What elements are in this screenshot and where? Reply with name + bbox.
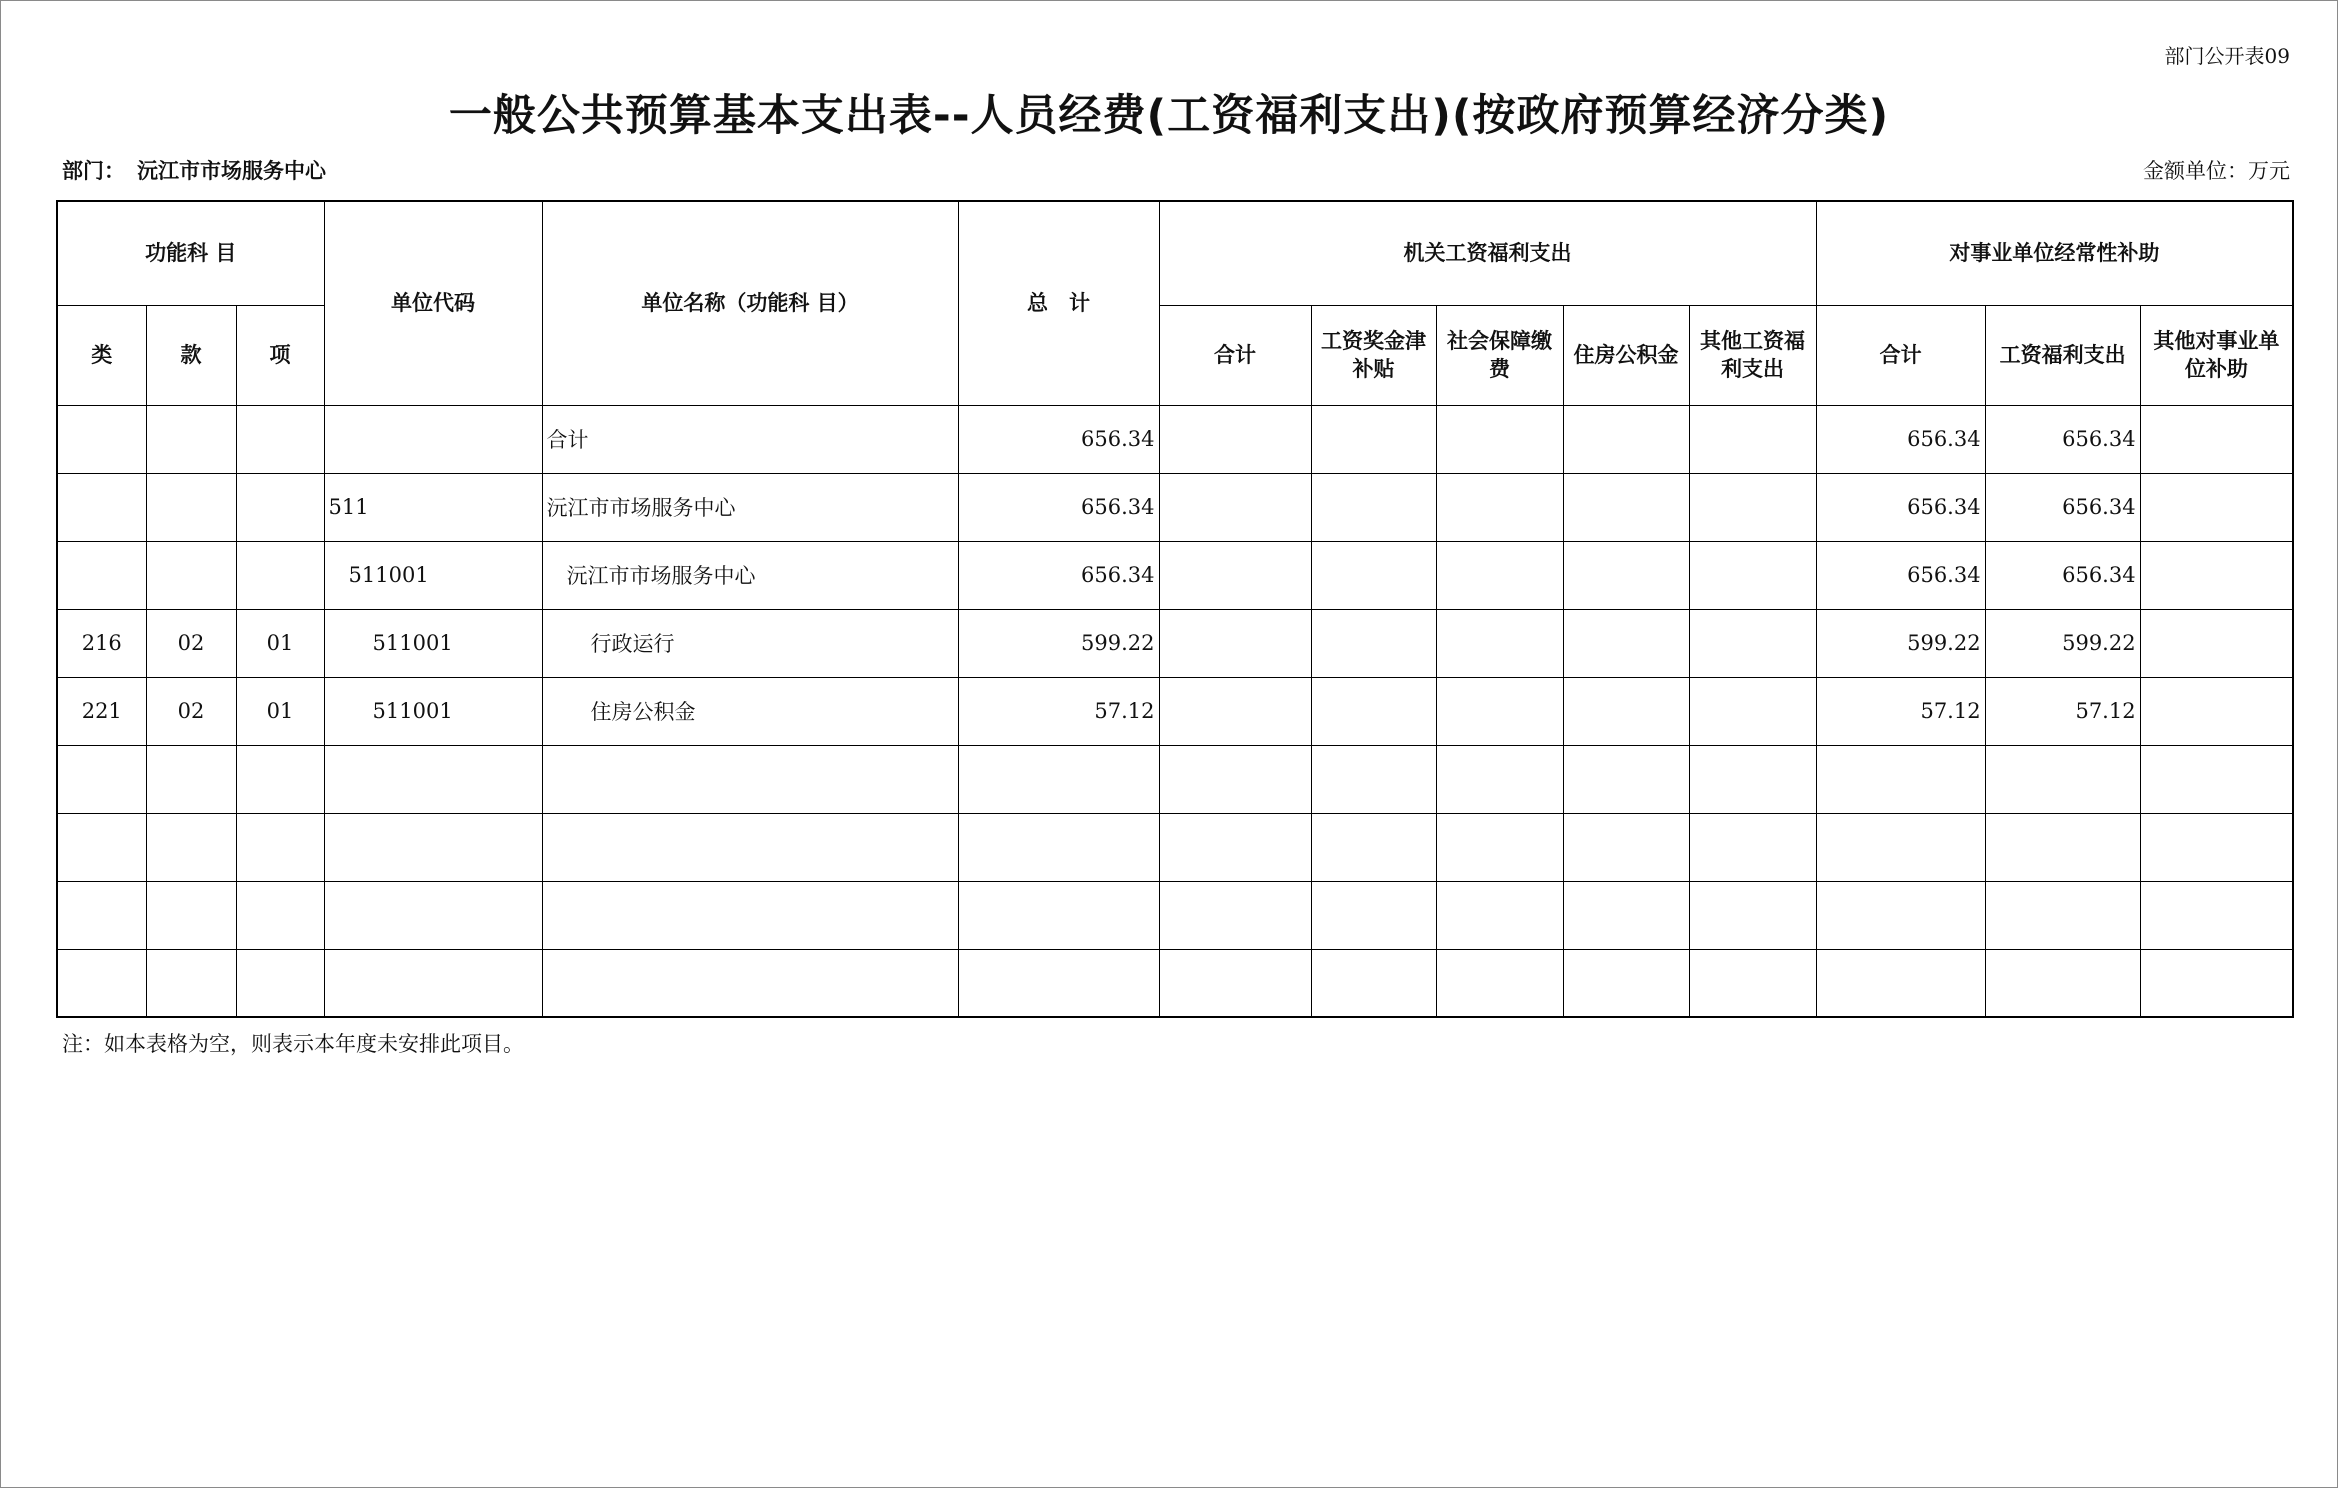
empty-cell — [1436, 949, 1563, 1017]
cell-unit-name: 住房公积金 — [542, 677, 958, 745]
header-category: 类 — [57, 305, 146, 405]
empty-table-row — [57, 813, 2293, 881]
empty-cell — [958, 949, 1159, 1017]
empty-cell — [958, 881, 1159, 949]
cell-org-salary-bonus — [1311, 473, 1436, 541]
empty-cell — [1985, 745, 2140, 813]
empty-cell — [2140, 813, 2293, 881]
cell-section — [146, 405, 236, 473]
empty-cell — [1436, 881, 1563, 949]
empty-cell — [2140, 949, 2293, 1017]
cell-org-salary-bonus — [1311, 405, 1436, 473]
cell-inst-other-subsidy — [2140, 677, 2293, 745]
empty-cell — [1816, 881, 1985, 949]
empty-cell — [146, 745, 236, 813]
empty-cell — [958, 813, 1159, 881]
empty-cell — [57, 745, 146, 813]
cell-category — [57, 405, 146, 473]
empty-cell — [324, 813, 542, 881]
empty-cell — [236, 813, 324, 881]
empty-cell — [1311, 745, 1436, 813]
table-row — [57, 677, 2293, 745]
cell-item — [236, 405, 324, 473]
empty-cell — [1563, 813, 1689, 881]
empty-cell — [542, 949, 958, 1017]
empty-table-row — [57, 745, 2293, 813]
cell-inst-subtotal: 656.34 — [1816, 473, 1985, 541]
empty-cell — [324, 745, 542, 813]
empty-cell — [542, 745, 958, 813]
cell-org-subtotal — [1159, 677, 1311, 745]
cell-inst-other-subsidy — [2140, 473, 2293, 541]
empty-cell — [1311, 813, 1436, 881]
header-inst-subsidy: 对事业单位经常性补助 — [1816, 201, 2293, 305]
header-org-subtotal: 合计 — [1159, 305, 1311, 405]
empty-cell — [236, 745, 324, 813]
cell-item: 01 — [236, 609, 324, 677]
cell-inst-other-subsidy — [2140, 609, 2293, 677]
header-section: 款 — [146, 305, 236, 405]
cell-org-other-welfare — [1689, 405, 1816, 473]
cell-section: 02 — [146, 677, 236, 745]
cell-unit-name: 沅江市市场服务中心 — [542, 473, 958, 541]
empty-cell — [236, 881, 324, 949]
empty-cell — [146, 813, 236, 881]
empty-cell — [1159, 881, 1311, 949]
cell-category — [57, 473, 146, 541]
cell-total: 656.34 — [958, 541, 1159, 609]
header-org-salary-bonus: 工资奖金津补贴 — [1311, 305, 1436, 405]
header-inst-other-subsidy: 其他对事业单位补助 — [2140, 305, 2293, 405]
budget-table — [56, 200, 2294, 1018]
cell-inst-subtotal: 599.22 — [1816, 609, 1985, 677]
table-number: 部门公开表09 — [2164, 44, 2290, 68]
cell-unit-name: 沅江市市场服务中心 — [542, 541, 958, 609]
cell-org-salary-bonus — [1311, 677, 1436, 745]
cell-org-subtotal — [1159, 609, 1311, 677]
cell-org-housing-fund — [1563, 609, 1689, 677]
cell-org-social-security — [1436, 473, 1563, 541]
header-functional-subject: 功能科 目 — [57, 201, 324, 305]
cell-inst-salary-welfare: 599.22 — [1985, 609, 2140, 677]
empty-cell — [57, 949, 146, 1017]
cell-org-social-security — [1436, 677, 1563, 745]
amount-unit: 金额单位：万元 — [2143, 159, 2290, 183]
cell-org-other-welfare — [1689, 677, 1816, 745]
cell-item — [236, 541, 324, 609]
cell-org-subtotal — [1159, 473, 1311, 541]
header-unit-name: 单位名称（功能科 目） — [542, 201, 958, 405]
cell-org-social-security — [1436, 541, 1563, 609]
header-item: 项 — [236, 305, 324, 405]
cell-total: 57.12 — [958, 677, 1159, 745]
table-row — [57, 473, 2293, 541]
cell-org-other-welfare — [1689, 473, 1816, 541]
cell-unit-code: 511001 — [324, 541, 542, 609]
cell-org-salary-bonus — [1311, 609, 1436, 677]
cell-category: 221 — [57, 677, 146, 745]
empty-cell — [1563, 881, 1689, 949]
cell-inst-salary-welfare: 656.34 — [1985, 473, 2140, 541]
empty-cell — [1985, 949, 2140, 1017]
cell-category: 216 — [57, 609, 146, 677]
empty-cell — [1816, 813, 1985, 881]
empty-cell — [542, 813, 958, 881]
cell-inst-salary-welfare: 656.34 — [1985, 405, 2140, 473]
header-org-salary-welfare: 机关工资福利支出 — [1159, 201, 1816, 305]
cell-unit-code: 511001 — [324, 609, 542, 677]
cell-org-salary-bonus — [1311, 541, 1436, 609]
empty-cell — [542, 881, 958, 949]
cell-inst-subtotal: 656.34 — [1816, 541, 1985, 609]
table-row — [57, 541, 2293, 609]
cell-category — [57, 541, 146, 609]
cell-org-housing-fund — [1563, 541, 1689, 609]
empty-cell — [1563, 949, 1689, 1017]
cell-unit-name: 行政运行 — [542, 609, 958, 677]
empty-cell — [1985, 813, 2140, 881]
empty-cell — [1311, 881, 1436, 949]
cell-org-housing-fund — [1563, 405, 1689, 473]
header-inst-salary-welfare: 工资福利支出 — [1985, 305, 2140, 405]
empty-cell — [1563, 745, 1689, 813]
cell-org-other-welfare — [1689, 541, 1816, 609]
cell-inst-subtotal: 57.12 — [1816, 677, 1985, 745]
cell-total: 599.22 — [958, 609, 1159, 677]
empty-cell — [2140, 881, 2293, 949]
empty-cell — [146, 881, 236, 949]
table-row — [57, 405, 2293, 473]
cell-section — [146, 541, 236, 609]
footnote: 注：如本表格为空，则表示本年度未安排此项目。 — [62, 1032, 524, 1056]
department-name: 沅江市市场服务中心 — [137, 159, 326, 183]
cell-total: 656.34 — [958, 473, 1159, 541]
header-inst-subtotal: 合计 — [1816, 305, 1985, 405]
cell-org-housing-fund — [1563, 473, 1689, 541]
empty-cell — [958, 745, 1159, 813]
department-label: 部门： — [62, 159, 125, 183]
empty-cell — [1436, 813, 1563, 881]
cell-inst-salary-welfare: 656.34 — [1985, 541, 2140, 609]
cell-unit-code: 511001 — [324, 677, 542, 745]
empty-cell — [1159, 949, 1311, 1017]
empty-cell — [1689, 949, 1816, 1017]
empty-cell — [1311, 949, 1436, 1017]
empty-cell — [1816, 949, 1985, 1017]
empty-table-row — [57, 881, 2293, 949]
empty-cell — [1689, 881, 1816, 949]
empty-table-row — [57, 949, 2293, 1017]
cell-total: 656.34 — [958, 405, 1159, 473]
cell-unit-code — [324, 405, 542, 473]
cell-unit-code: 511 — [324, 473, 542, 541]
header-unit-code: 单位代码 — [324, 201, 542, 405]
empty-cell — [1816, 745, 1985, 813]
header-total: 总 计 — [958, 201, 1159, 405]
page-title: 一般公共预算基本支出表--人员经费(工资福利支出)(按政府预算经济分类) — [448, 91, 1890, 141]
department-line — [62, 155, 326, 185]
cell-org-social-security — [1436, 405, 1563, 473]
table-row — [57, 609, 2293, 677]
cell-org-housing-fund — [1563, 677, 1689, 745]
empty-cell — [57, 813, 146, 881]
cell-section: 02 — [146, 609, 236, 677]
header-org-social-security: 社会保障缴费 — [1436, 305, 1563, 405]
empty-cell — [1985, 881, 2140, 949]
cell-inst-subtotal: 656.34 — [1816, 405, 1985, 473]
empty-cell — [2140, 745, 2293, 813]
cell-inst-salary-welfare: 57.12 — [1985, 677, 2140, 745]
empty-cell — [57, 881, 146, 949]
empty-cell — [146, 949, 236, 1017]
empty-cell — [1689, 813, 1816, 881]
empty-cell — [236, 949, 324, 1017]
empty-cell — [1159, 813, 1311, 881]
cell-inst-other-subsidy — [2140, 405, 2293, 473]
empty-cell — [1689, 745, 1816, 813]
cell-item: 01 — [236, 677, 324, 745]
cell-org-other-welfare — [1689, 609, 1816, 677]
cell-org-subtotal — [1159, 541, 1311, 609]
cell-org-subtotal — [1159, 405, 1311, 473]
empty-cell — [324, 881, 542, 949]
empty-cell — [1159, 745, 1311, 813]
cell-unit-name: 合计 — [542, 405, 958, 473]
empty-cell — [1436, 745, 1563, 813]
header-org-housing-fund: 住房公积金 — [1563, 305, 1689, 405]
header-org-other-welfare: 其他工资福利支出 — [1689, 305, 1816, 405]
cell-inst-other-subsidy — [2140, 541, 2293, 609]
cell-item — [236, 473, 324, 541]
empty-cell — [324, 949, 542, 1017]
cell-org-social-security — [1436, 609, 1563, 677]
cell-section — [146, 473, 236, 541]
